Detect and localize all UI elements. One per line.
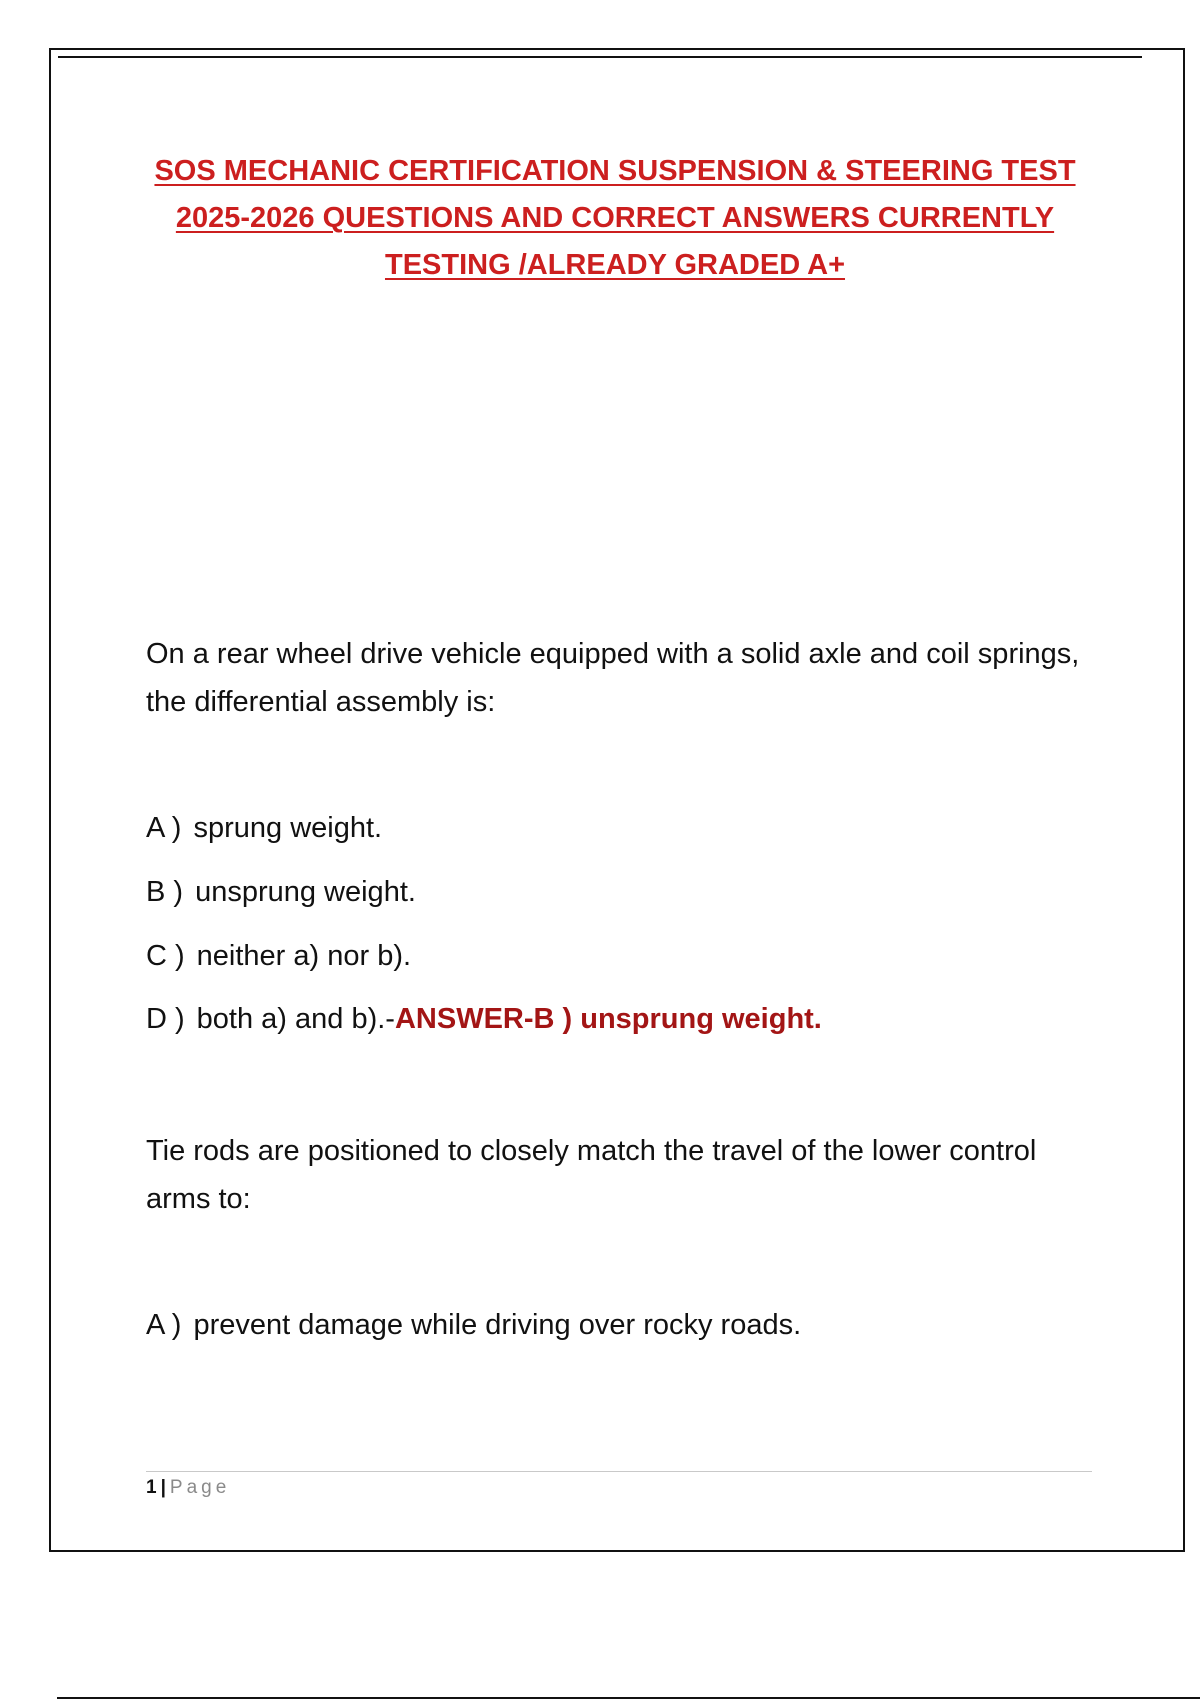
page-label: Page: [169, 1477, 231, 1498]
page-footer: [146, 1475, 230, 1501]
option-text: sprung weight.: [193, 812, 383, 844]
answer-text: ANSWER-B ) unsprung weight.: [394, 1003, 822, 1035]
question-1-option-b: [146, 872, 416, 912]
title-line-2: 2025-2026 QUESTIONS AND CORRECT ANSWERS CURRENTLY: [175, 202, 1055, 234]
page-number: 1: [146, 1477, 157, 1498]
option-letter: C ): [146, 940, 185, 972]
option-letter: A ): [146, 1309, 182, 1341]
footer-rule: [146, 1471, 1092, 1472]
option-letter: B ): [146, 876, 184, 908]
option-letter: D ): [146, 1003, 185, 1035]
question-1-option-c: [146, 936, 411, 976]
title-line-3: TESTING /ALREADY GRADED A+: [384, 249, 846, 281]
question-2-text: Tie rods are positioned to closely match the travel of the lower control arms to:: [146, 1135, 1037, 1215]
document-title: [120, 148, 1110, 289]
question-1-option-a: [146, 808, 382, 848]
option-text: neither a) nor b).: [196, 940, 412, 972]
question-1-text: On a rear wheel drive vehicle equipped with a solid axle and coil springs, the differential assembly is:: [146, 638, 1080, 718]
page-separator: |: [160, 1477, 166, 1498]
question-1-option-d: [146, 999, 822, 1039]
question-2-option-a: [146, 1305, 801, 1345]
option-text: both a) and b).-: [196, 1003, 395, 1035]
bottom-rule: [57, 1697, 1200, 1699]
option-text: unsprung weight.: [195, 876, 416, 908]
option-text: prevent damage while driving over rocky roads.: [193, 1309, 802, 1341]
option-letter: A ): [146, 812, 182, 844]
title-line-1: SOS MECHANIC CERTIFICATION SUSPENSION & STEERING TEST: [154, 155, 1076, 187]
